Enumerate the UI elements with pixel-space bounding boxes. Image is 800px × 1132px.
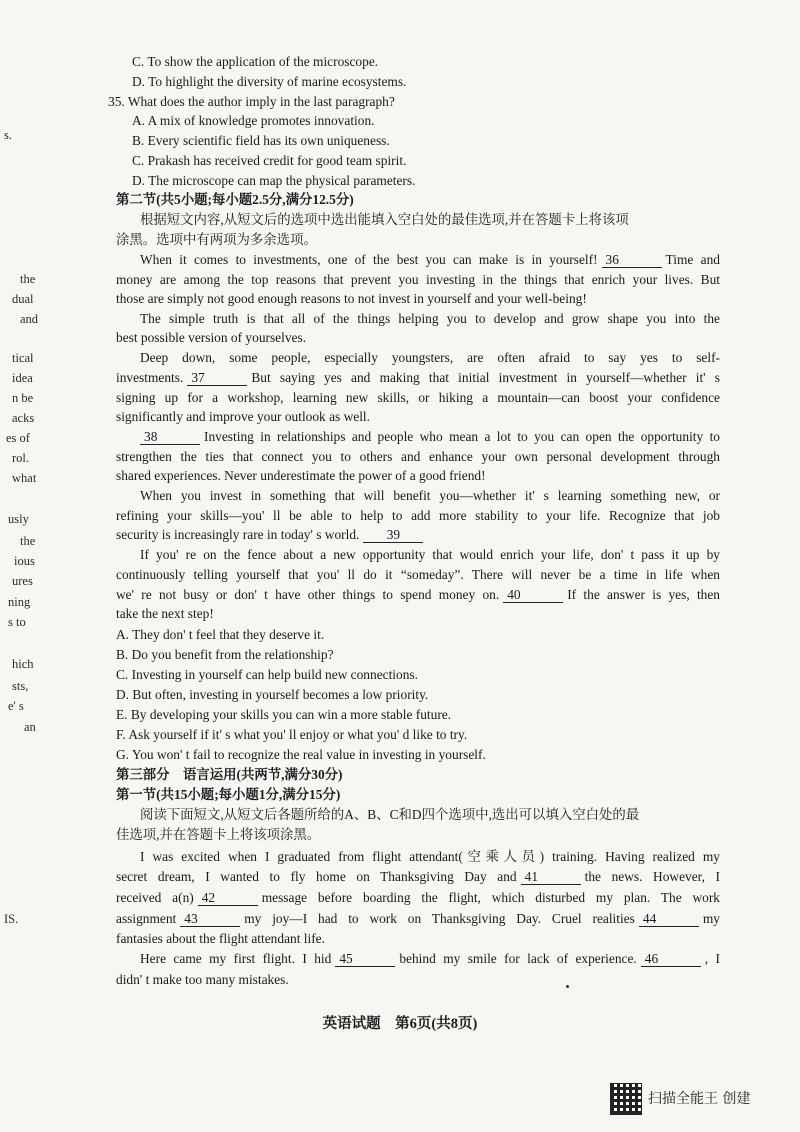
passage-text: the news. However, I xyxy=(584,869,720,884)
passage-text: When it comes to investments, one of the best you can make is in yourself! xyxy=(140,252,598,267)
option-d: D. But often, investing in yourself becomes a low priority. xyxy=(116,687,429,702)
qr-code-icon xyxy=(610,1083,642,1115)
option-g: G. You won' t fail to recognize the real value in investing in yourself. xyxy=(116,747,486,762)
margin-fragment: the xyxy=(20,534,36,548)
margin-fragment: hich xyxy=(12,657,34,671)
blank-38[interactable]: 38 xyxy=(140,429,200,445)
scanner-watermark: 扫描全能王 创建 xyxy=(648,1091,751,1107)
margin-fragment: ious xyxy=(14,554,35,568)
passage-line: strengthen the ties that connect you to others and enhance your own personal development through xyxy=(116,449,720,464)
passage-line xyxy=(140,427,720,446)
passage-text: security is increasingly rare in today' s world. xyxy=(116,527,360,542)
passage-text: message before boarding the flight, which disturbed my plan. The work xyxy=(261,890,721,905)
margin-fragment: idea xyxy=(12,371,33,385)
margin-fragment: sts, xyxy=(12,679,29,693)
passage-line: those are simply not good enough reasons to not invest in yourself and your well-being! xyxy=(116,291,587,306)
passage-line: money are among the top reasons that prevent you investing in the things that enrich your lives. But xyxy=(116,272,720,287)
q35-option-c: C. Prakash has received credit for good team spirit. xyxy=(132,153,407,168)
passage-text: assignment xyxy=(116,911,177,926)
margin-fragment: what xyxy=(12,471,37,485)
stray-mark xyxy=(566,985,569,988)
passage-line xyxy=(116,888,720,907)
q35-option-b: B. Every scientific field has its own uniqueness. xyxy=(132,133,390,148)
passage-line xyxy=(140,949,720,968)
margin-fragment: tical xyxy=(12,351,34,365)
option-a: A. They don' t feel that they deserve it. xyxy=(116,627,325,642)
margin-fragment: e' s xyxy=(8,699,24,713)
margin-fragment: ning xyxy=(8,595,31,609)
option-f: F. Ask yourself if it' s what you' ll enjoy or what you' d like to try. xyxy=(116,727,468,742)
passage-text: Time and xyxy=(665,252,720,267)
blank-45[interactable]: 45 xyxy=(335,951,395,967)
blank-44[interactable]: 44 xyxy=(639,911,699,927)
passage-line: fantasies about the flight attendant life. xyxy=(116,931,325,946)
passage-text: we' re not busy or don' t have other things to spend money on. xyxy=(116,587,500,602)
blank-40[interactable]: 40 xyxy=(503,587,563,603)
margin-fragment: an xyxy=(24,720,36,734)
passage-text: received a(n) xyxy=(116,890,194,905)
blank-36[interactable]: 36 xyxy=(602,252,662,268)
margin-fragment: usly xyxy=(8,512,29,526)
passage-line: The simple truth is that all of the things helping you to develop and grow shape you into the xyxy=(140,311,720,326)
passage-text: Here came my first flight. I hid xyxy=(140,951,332,966)
option-e: E. By developing your skills you can win a more stable future. xyxy=(116,707,452,722)
passage-line xyxy=(116,368,720,387)
passage-line: I was excited when I graduated from flight attendant(空乘人员) training. Having realized my xyxy=(140,849,720,864)
margin-fragment: es of xyxy=(6,431,30,445)
passage-line: best possible version of yourselves. xyxy=(116,330,307,345)
page-footer: 英语试题 第6页(共8页) xyxy=(322,1016,478,1032)
passage-text: If the answer is yes, then xyxy=(567,587,720,602)
part3-instruction: 佳选项,并在答题卡上将该项涂黑。 xyxy=(116,827,321,842)
margin-fragment: the xyxy=(20,272,36,286)
margin-fragment: ures xyxy=(12,574,33,588)
passage-text: behind my smile for lack of experience. xyxy=(399,951,637,966)
section2-heading: 第二节(共5小题;每小题2.5分,满分12.5分) xyxy=(116,192,354,207)
passage-line: didn' t make too many mistakes. xyxy=(116,972,289,987)
passage-text: investments. xyxy=(116,370,184,385)
passage-text: Investing in relationships and people who mean a lot to you can open the opportunity to xyxy=(204,429,720,444)
passage-line xyxy=(116,909,720,928)
option-c: C. Investing in yourself can help build new connections. xyxy=(116,667,418,682)
option-b: B. Do you benefit from the relationship? xyxy=(116,647,334,662)
blank-41[interactable]: 41 xyxy=(521,869,581,885)
passage-text: But saying yes and making that initial investment in yourself—whether it' s xyxy=(251,370,720,385)
part3-subheading: 第一节(共15小题;每小题1分,满分15分) xyxy=(116,787,341,802)
q35-stem: 35. What does the author imply in the last paragraph? xyxy=(108,94,395,109)
section2-instruction: 涂黑。选项中有两项为多余选项。 xyxy=(116,232,317,247)
passage-line: shared experiences. Never underestimate the power of a good friend! xyxy=(116,468,486,483)
passage-line xyxy=(116,525,427,544)
part3-heading: 第三部分 语言运用(共两节,满分30分) xyxy=(116,767,343,782)
blank-46[interactable]: 46 xyxy=(641,951,701,967)
passage-line: If you' re on the fence about a new opportunity that would enrich your life, don' t pass it up by xyxy=(140,547,720,562)
blank-39[interactable]: 39 xyxy=(363,527,423,543)
q34-option-c: C. To show the application of the microscope. xyxy=(132,54,379,69)
margin-fragment: rol. xyxy=(12,451,30,465)
passage-line: significantly and improve your outlook as well. xyxy=(116,409,371,424)
q35-option-d: D. The microscope can map the physical parameters. xyxy=(132,173,416,188)
margin-fragment: acks xyxy=(12,411,35,425)
q34-option-d: D. To highlight the diversity of marine ecosystems. xyxy=(132,74,407,89)
passage-text: , I xyxy=(704,951,720,966)
passage-line: refining your skills—you' ll be able to help to add more stability to your life. Recognize that job xyxy=(116,508,720,523)
passage-line xyxy=(116,867,720,886)
margin-fragment: and xyxy=(20,312,39,326)
margin-fragment: s to xyxy=(8,615,26,629)
q35-option-a: A. A mix of knowledge promotes innovation. xyxy=(132,113,375,128)
passage-text: my joy—I had to work on Thanksgiving Day. Cruel realities xyxy=(244,911,635,926)
passage-text: my xyxy=(702,911,720,926)
margin-fragment: s. xyxy=(4,128,12,142)
passage-line xyxy=(116,585,720,604)
margin-fragment: dual xyxy=(12,292,34,306)
blank-43[interactable]: 43 xyxy=(180,911,240,927)
section2-instruction: 根据短文内容,从短文后的选项中选出能填入空白处的最佳选项,并在答题卡上将该项 xyxy=(140,212,629,227)
passage-line: Deep down, some people, especially youngsters, are often afraid to say yes to self- xyxy=(140,350,720,365)
passage-line: When you invest in something that will benefit you—whether it' s learning something new, or xyxy=(140,488,720,503)
blank-42[interactable]: 42 xyxy=(198,890,258,906)
part3-instruction: 阅读下面短文,从短文后各题所给的A、B、C和D四个选项中,选出可以填入空白处的最 xyxy=(140,807,640,822)
blank-37[interactable]: 37 xyxy=(187,370,247,386)
passage-line: signing up for a workshop, learning new skills, or hiking a mountain—can boost your confidence xyxy=(116,390,720,405)
passage-line xyxy=(140,250,720,269)
passage-line: continuously telling yourself that you' ll do it “someday”. There will never be a time in life when xyxy=(116,567,720,582)
margin-fragment: IS. xyxy=(4,912,19,926)
passage-text: secret dream, I wanted to fly home on Thanksgiving Day and xyxy=(116,869,517,884)
passage-line: take the next step! xyxy=(116,606,214,621)
margin-fragment: n be xyxy=(12,391,34,405)
